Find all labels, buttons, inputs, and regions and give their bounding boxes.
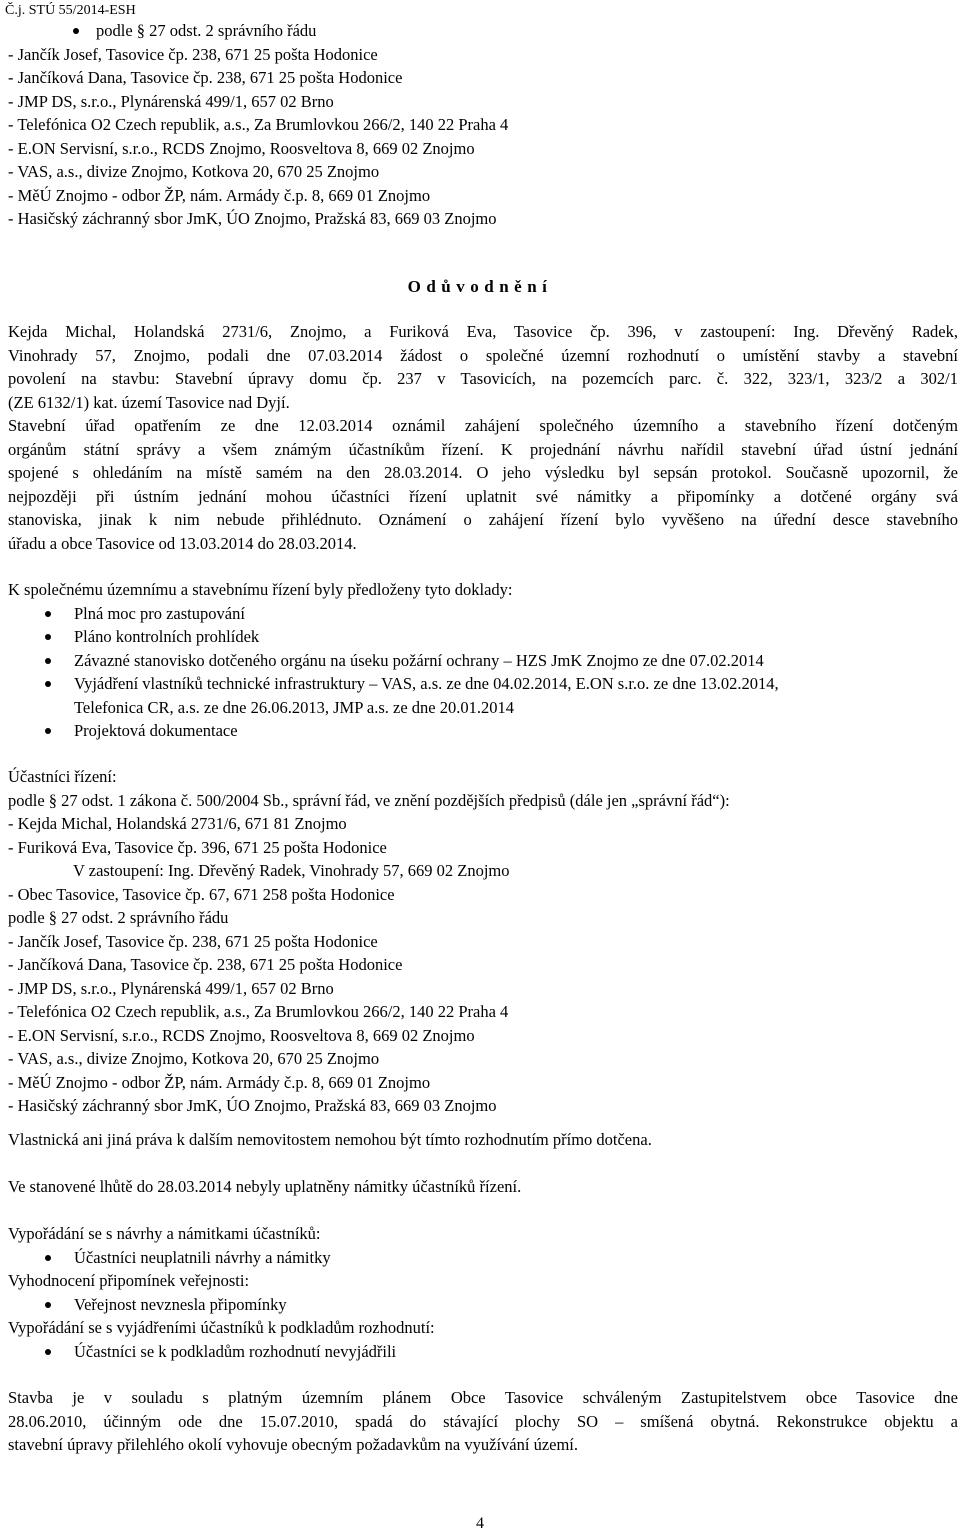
section-item: Veřejnost nevznesla připomínky bbox=[8, 1293, 958, 1317]
document-item-continuation: Telefonica CR, a.s. ze dne 26.06.2013, JMP a.s. ze dne 20.01.2014 bbox=[74, 697, 514, 717]
participant-item: - JMP DS, s.r.o., Plynárenská 499/1, 657 02 Brno bbox=[8, 978, 334, 998]
participant-item: - Kejda Michal, Holandská 2731/6, 671 81 Znojmo bbox=[8, 814, 347, 833]
list-item: - E.ON Servisní, s.r.o., RCDS Znojmo, Roosveltova 8, 669 02 Znojmo bbox=[8, 138, 475, 158]
final-paragraph bbox=[8, 1386, 958, 1457]
document-item: Projektová dokumentace bbox=[8, 719, 958, 743]
section-heading: Odůvodnění bbox=[407, 277, 553, 296]
document-reference: Č.j. STÚ 55/2014-ESH bbox=[5, 3, 136, 18]
participants-header: podle § 27 odst. 1 zákona č. 500/2004 Sb., správní řád, ve znění pozdějších předpisů (dále jen „správní řád“): bbox=[8, 790, 730, 810]
paragraph-line: Stavba je v souladu s platným územním plánem Obce Tasovice schváleným Zastupitelstvem obce Tasovice dne bbox=[8, 1388, 958, 1407]
paragraph-line: (ZE 6132/1) kat. území Tasovice nad Dyjí. bbox=[8, 392, 290, 412]
list-item: - MěÚ Znojmo - odbor ŽP, nám. Armády č.p. 8, 669 01 Znojmo bbox=[8, 185, 431, 205]
paragraph-line: Ve stanovené lhůtě do 28.03.2014 nebyly uplatněny námitky účastníků řízení. bbox=[8, 1177, 522, 1196]
section-item: Účastníci se k podkladům rozhodnutí nevyjádřili bbox=[8, 1340, 958, 1364]
deadline-paragraph bbox=[8, 1175, 958, 1199]
participant-item: - MěÚ Znojmo - odbor ŽP, nám. Armády č.p. 8, 669 01 Znojmo bbox=[8, 1072, 431, 1092]
paragraph-line: 28.06.2010, účinným ode dne 15.07.2010, spadá do stávající plochy SO – smíšená obytná. Rekonstrukce objektu a bbox=[8, 1411, 958, 1431]
participant-item: - VAS, a.s., divize Znojmo, Kotkova 20, 670 25 Znojmo bbox=[8, 1049, 380, 1068]
list-item: - VAS, a.s., divize Znojmo, Kotkova 20, 670 25 Znojmo bbox=[8, 162, 380, 181]
list-item: - Telefónica O2 Czech republik, a.s., Za Brumlovkou 266/2, 140 22 Praha 4 bbox=[8, 115, 509, 134]
participants-section bbox=[8, 765, 958, 1118]
participant-item: - Jančík Josef, Tasovice čp. 238, 671 25 pošta Hodonice bbox=[8, 931, 378, 951]
paragraph-line: nejpozději při ústním jednání mohou účastníci řízení uplatnit své námitky a připomínky a dotčené orgány svá bbox=[8, 486, 958, 506]
section-title: Vypořádání se s návrhy a námitkami účastníků: bbox=[8, 1224, 321, 1243]
list-item: - Jančíková Dana, Tasovice čp. 238, 671 25 pošta Hodonice bbox=[8, 68, 403, 87]
document-item: Pláno kontrolních prohlídek bbox=[8, 625, 958, 649]
document-item: Plná moc pro zastupování bbox=[8, 602, 958, 626]
document-item: Vyjádření vlastníků technické infrastruktury – VAS, a.s. ze dne 04.02.2014, E.ON s.r.o. ze dne 13.02.2014, bbox=[8, 672, 958, 696]
paragraph-line: spojené s ohledáním na místě samém na den 28.03.2014. O jeho výsledku byl sepsán protokol. Současně upozornil, že bbox=[8, 463, 958, 482]
top-participants-list bbox=[8, 19, 958, 231]
participants-title: Účastníci řízení: bbox=[8, 767, 117, 786]
paragraph-line: stavební úpravy přilehlého okolí vyhovuje obecným požadavkům na využívání území. bbox=[8, 1435, 579, 1454]
paragraph-line: Stavební úřad opatřením ze dne 12.03.2014 oznámil zahájení společného územního a stavebního řízení dotčeným bbox=[8, 416, 958, 435]
documents-intro: K společnému územnímu a stavebnímu řízení byly předloženy tyto doklady: bbox=[8, 580, 513, 599]
list-item: - Jančík Josef, Tasovice čp. 238, 671 25 pošta Hodonice bbox=[8, 44, 378, 64]
section-item: Účastníci neuplatnili návrhy a námitky bbox=[8, 1246, 958, 1270]
section-title: Vyhodnocení připomínek veřejnosti: bbox=[8, 1271, 250, 1290]
participant-item: - Furiková Eva, Tasovice čp. 396, 671 25 pošta Hodonice bbox=[8, 837, 387, 857]
participant-item: - E.ON Servisní, s.r.o., RCDS Znojmo, Roosveltova 8, 669 02 Znojmo bbox=[8, 1025, 475, 1045]
ownership-paragraph bbox=[8, 1128, 958, 1152]
paragraph-line: Vlastnická ani jiná práva k dalším nemovitostem nemohou být tímto rozhodnutím přímo dotčena. bbox=[8, 1130, 652, 1149]
participants-header: podle § 27 odst. 2 správního řádu bbox=[8, 908, 229, 927]
documents-section bbox=[8, 578, 958, 743]
paragraph-line: orgánům státní správy a všem známým účastníkům řízení. K projednání návrhu nařídil stavební úřad ústní jednání bbox=[8, 439, 958, 459]
paragraph-line: úřadu a obce Tasovice od 13.03.2014 do 28.03.2014. bbox=[8, 533, 357, 553]
participant-item: - Obec Tasovice, Tasovice čp. 67, 671 258 pošta Hodonice bbox=[8, 884, 395, 904]
notice-paragraph bbox=[8, 414, 958, 555]
list-item: podle § 27 odst. 2 správního řádu bbox=[8, 19, 958, 43]
page-number: 4 bbox=[476, 1515, 484, 1532]
paragraph-line: povolení na stavbu: Stavební úpravy domu čp. 237 v Tasovicích, na pozemcích parc. č. 322, 323/1, 323/2 a 302/1 bbox=[8, 369, 958, 388]
document-item: Závazné stanovisko dotčeného orgánu na úseku požární ochrany – HZS JmK Znojmo ze dne 07.02.2014 bbox=[8, 649, 958, 673]
settlement-sections bbox=[8, 1222, 958, 1363]
section-title: Vypořádání se s vyjádřeními účastníků k podkladům rozhodnutí: bbox=[8, 1318, 435, 1337]
list-item: - JMP DS, s.r.o., Plynárenská 499/1, 657 02 Brno bbox=[8, 91, 334, 111]
representative: V zastoupení: Ing. Dřevěný Radek, Vinohrady 57, 669 02 Znojmo bbox=[73, 861, 510, 880]
list-item: - Hasičský záchranný sbor JmK, ÚO Znojmo, Pražská 83, 669 03 Znojmo bbox=[8, 209, 497, 228]
participant-item: - Jančíková Dana, Tasovice čp. 238, 671 25 pošta Hodonice bbox=[8, 955, 403, 974]
paragraph-line: Vinohrady 57, Znojmo, podali dne 07.03.2014 žádost o společné územní rozhodnutí o umístění stavby a stavební bbox=[8, 345, 958, 365]
paragraph-line: Kejda Michal, Holandská 2731/6, Znojmo, a Furiková Eva, Tasovice čp. 396, v zastoupení: Ing. Dřevěný Radek, bbox=[8, 322, 958, 341]
paragraph-line: stanoviska, jinak k nim nebude přihlédnuto. Oznámení o zahájení řízení bylo vyvěšeno na úřední desce stavebního bbox=[8, 510, 958, 529]
participant-item: - Telefónica O2 Czech republik, a.s., Za Brumlovkou 266/2, 140 22 Praha 4 bbox=[8, 1002, 509, 1021]
intro-paragraph bbox=[8, 320, 958, 414]
participant-item: - Hasičský záchranný sbor JmK, ÚO Znojmo, Pražská 83, 669 03 Znojmo bbox=[8, 1096, 497, 1115]
